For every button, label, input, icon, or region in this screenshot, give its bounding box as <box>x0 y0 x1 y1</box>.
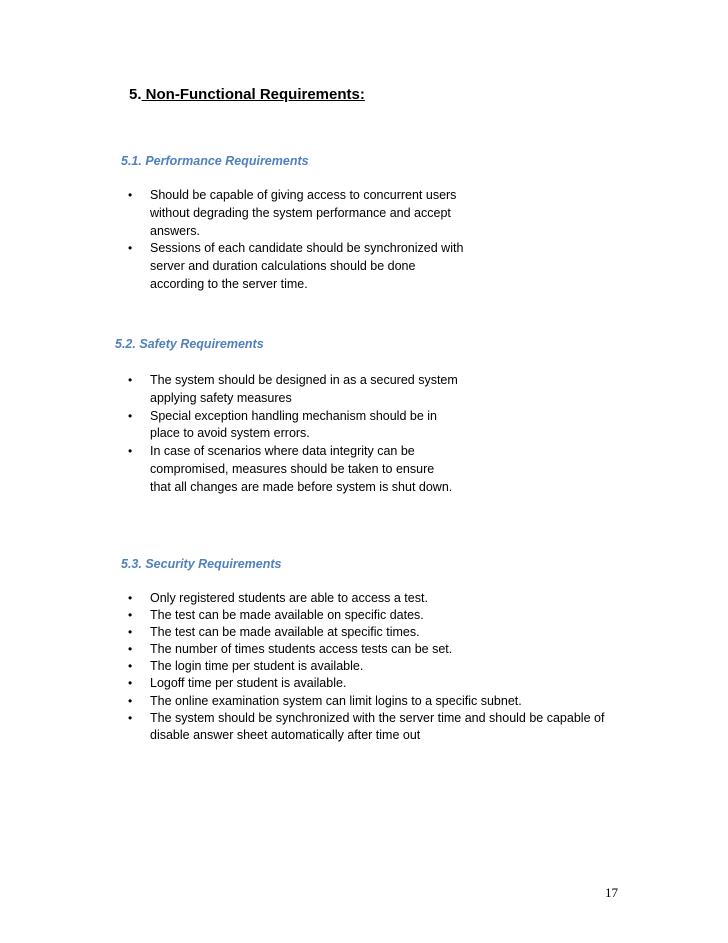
bullet-icon: • <box>128 693 133 708</box>
list-item <box>128 408 458 444</box>
bullet-icon: • <box>128 676 133 691</box>
list-item-text: Special exception handling mechanism should be in place to avoid system errors. <box>150 408 437 441</box>
list-item <box>128 240 468 293</box>
list-item-text: Logoff time per student is available. <box>150 676 347 691</box>
list-item <box>128 372 458 408</box>
page-title-number: 5. <box>129 86 142 103</box>
bullet-icon: • <box>128 608 133 623</box>
bullet-icon: • <box>128 408 133 423</box>
list-item <box>128 641 618 658</box>
list-item-text: The test can be made available on specific dates. <box>150 608 424 623</box>
list-item-text: The system should be synchronized with the server time and should be capable of disable answer sheet automatically after time out <box>150 710 605 742</box>
bullet-icon: • <box>128 444 133 459</box>
page-number: 17 <box>605 885 618 900</box>
performance-requirements-list <box>128 187 468 294</box>
security-requirements-list <box>128 590 618 744</box>
bullet-icon: • <box>128 625 133 640</box>
bullet-icon: • <box>128 373 133 387</box>
list-item <box>128 658 618 675</box>
bullet-icon: • <box>128 591 133 605</box>
bullet-icon: • <box>128 659 133 674</box>
bullet-icon: • <box>128 241 133 256</box>
list-item-text: The number of times students access tests can be set. <box>150 642 453 657</box>
list-item <box>128 443 458 496</box>
performance-section-heading: 5.1. Performance Requirements <box>121 154 309 168</box>
list-item-text: Only registered students are able to access a test. <box>150 591 428 605</box>
list-item-text: The login time per student is available. <box>150 659 364 674</box>
list-item-text: Should be capable of giving access to concurrent users without degrading the system performance and accept answers. <box>150 188 457 238</box>
list-item <box>128 187 468 240</box>
list-item <box>128 693 618 710</box>
safety-section-heading: 5.2. Safety Requirements <box>115 337 264 351</box>
page-title <box>129 86 365 103</box>
page-title-text: Non-Functional Requirements: <box>141 86 365 103</box>
list-item <box>128 590 618 607</box>
list-item-text: The test can be made available at specific times. <box>150 625 420 640</box>
security-section-heading: 5.3. Security Requirements <box>121 557 282 571</box>
list-item-text: In case of scenarios where data integrity can be compromised, measures should be taken to ensure that all changes are made before system is shut down. <box>150 444 453 494</box>
list-item-text: Sessions of each candidate should be synchronized with server and duration calculations should be done according to the server time. <box>150 241 464 291</box>
list-item-text: The system should be designed in as a secured system applying safety measures <box>150 373 458 405</box>
list-item <box>128 675 618 692</box>
list-item <box>128 624 618 641</box>
list-item <box>128 710 618 744</box>
bullet-icon: • <box>128 710 133 725</box>
bullet-icon: • <box>128 642 133 657</box>
list-item-text: The online examination system can limit logins to a specific subnet. <box>150 693 522 708</box>
bullet-icon: • <box>128 188 133 202</box>
list-item <box>128 607 618 624</box>
safety-requirements-list <box>128 372 458 497</box>
